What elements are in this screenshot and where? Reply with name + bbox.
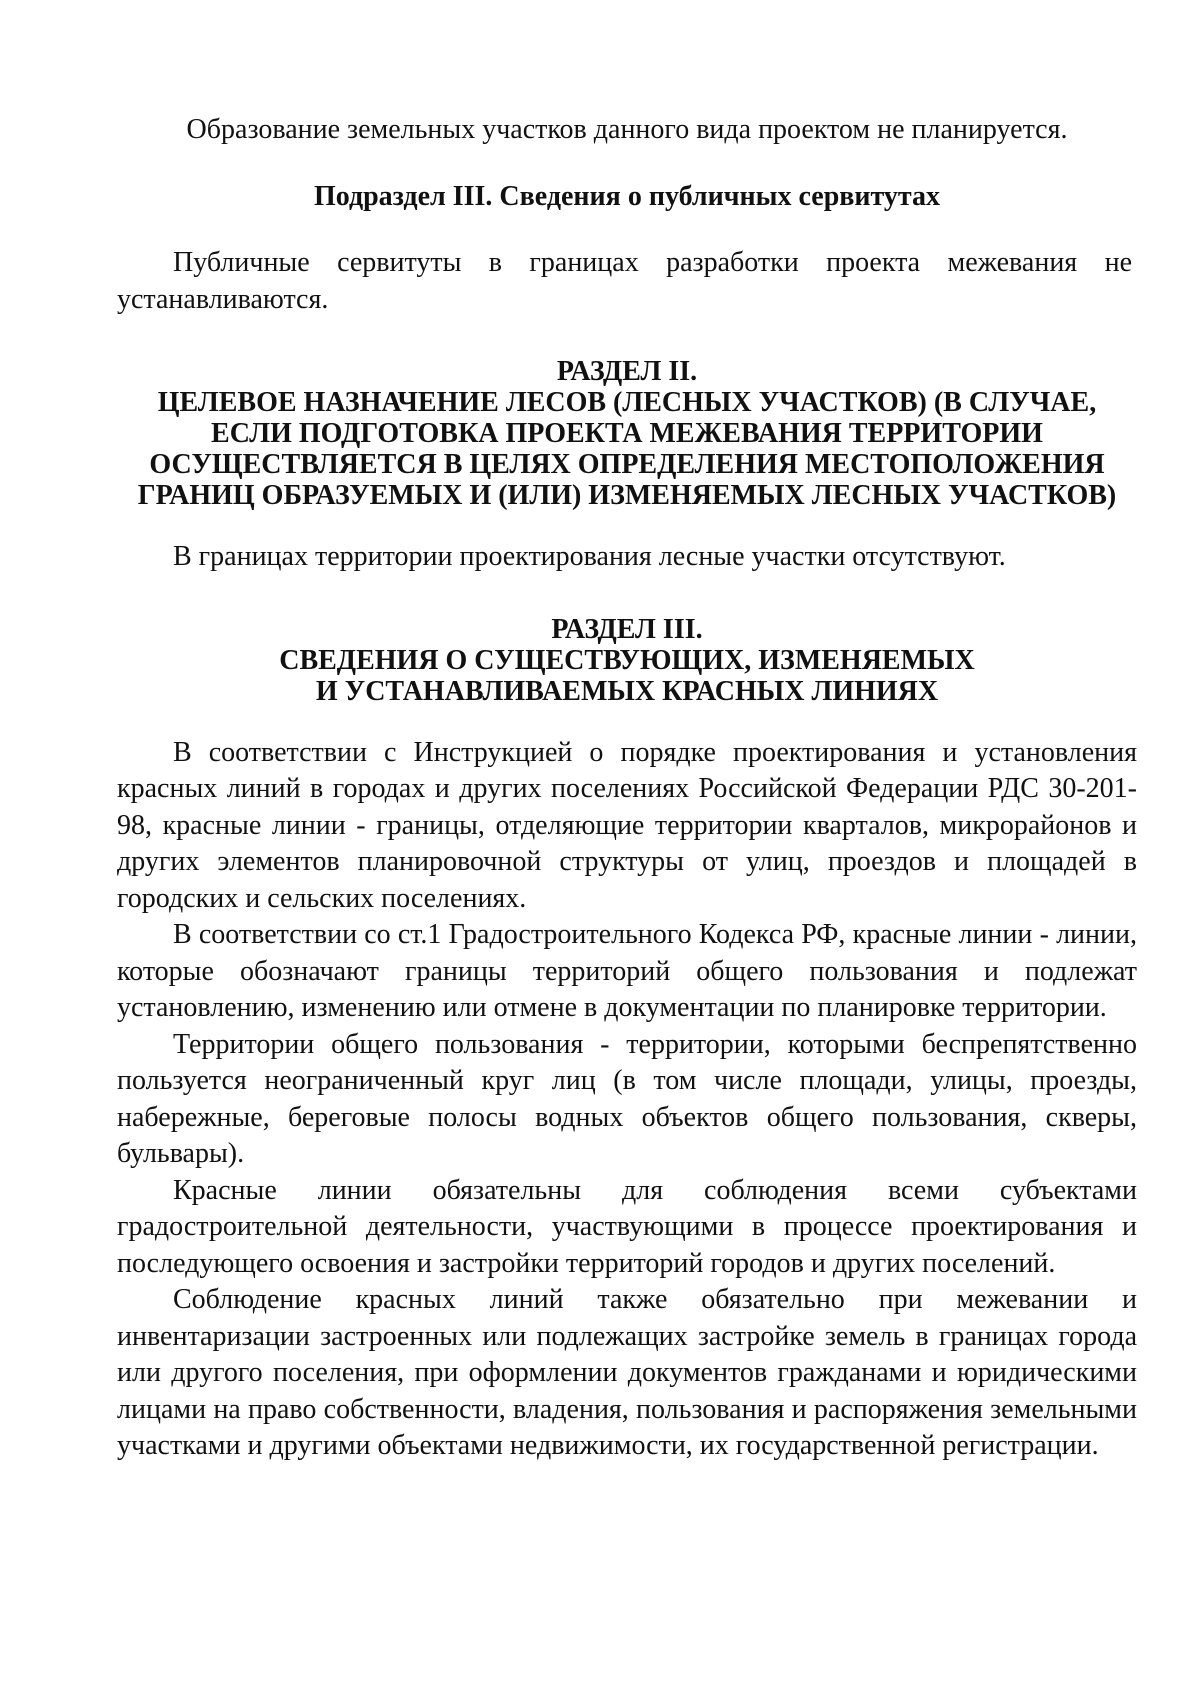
section-3-heading-line-2: СВЕДЕНИЯ О СУЩЕСТВУЮЩИХ, ИЗМЕНЯЕМЫХ <box>279 644 975 676</box>
paragraph-town-planning-code: В соответствии со ст.1 Градостроительного Кодекса РФ, красные линии - линии, которые обозначают границы территорий общего пользования и подлежат установлению, изменению или отмене в документации по планировке территории. <box>117 919 1137 1023</box>
section-2-heading <box>117 356 1137 511</box>
section-2-heading-line-1: РАЗДЕЛ II. <box>556 356 698 387</box>
section-2-heading-line-2: ЦЕЛЕВОЕ НАЗНАЧЕНИЕ ЛЕСОВ (ЛЕСНЫХ УЧАСТКОВ) (В СЛУЧАЕ, <box>157 387 1097 418</box>
subsection-3-title: Подраздел III. Сведения о публичных сервитутах <box>313 180 941 212</box>
paragraph-red-lines-instruction: В соответствии с Инструкцией о порядке проектирования и установления красных линий в городах и других поселениях Российской Федерации РДС 30-201-98, красные линии - границы, отделяющие территории кварталов, микрорайонов и других элементов планировочной структуры от улиц, проездов и площадей в городских и сельских поселениях. <box>117 736 1137 914</box>
section-3-heading-line-1: РАЗДЕЛ III. <box>551 613 703 645</box>
section-2-heading-line-3: ЕСЛИ ПОДГОТОВКА ПРОЕКТА МЕЖЕВАНИЯ ТЕРРИТОРИИ <box>211 418 1043 449</box>
paragraph-land-plots-not-planned: Образование земельных участков данного вида проектом не планируется. <box>186 114 1068 145</box>
paragraph-red-lines-compliance: Соблюдение красных линий также обязательно при межевании и инвентаризации застроенных или подлежащих застройке земель в границах города или другого поселения, при оформлении документов гражданами и юридическими лицами на право собственности, владения, пользования и распоряжения земельными участками и другими объектами недвижимости, их государственной регистрации. <box>117 1284 1137 1461</box>
paragraph-public-territories: Территории общего пользования - территории, которыми беспрепятственно пользуется неограниченный круг лиц (в том числе площади, улицы, проезды, набережные, береговые полосы водных объектов общего пользования, скверы, бульвары). <box>117 1028 1137 1169</box>
section-3-heading-line-3: И УСТАНАВЛИВАЕМЫХ КРАСНЫХ ЛИНИЯХ <box>315 675 939 707</box>
section-2-heading-line-4: ОСУЩЕСТВЛЯЕТСЯ В ЦЕЛЯХ ОПРЕДЕЛЕНИЯ МЕСТОПОЛОЖЕНИЯ <box>149 449 1105 480</box>
paragraph-red-lines-mandatory: Красные линии обязательны для соблюдения всеми субъектами градостроительной деятельности, участвующими в процессе проектирования и последующего освоения и застройки территорий городов и других поселений. <box>117 1174 1137 1279</box>
section-3-heading <box>117 614 1137 707</box>
paragraph-public-servitudes: Публичные сервитуты в границах разработки проекта межевания не устанавливаются. <box>117 247 1132 315</box>
section-2-heading-line-5: ГРАНИЦ ОБРАЗУЕМЫХ И (ИЛИ) ИЗМЕНЯЕМЫХ ЛЕСНЫХ УЧАСТКОВ) <box>137 480 1117 511</box>
paragraph-no-forest-plots: В границах территории проектирования лесные участки отсутствуют. <box>173 541 1006 572</box>
